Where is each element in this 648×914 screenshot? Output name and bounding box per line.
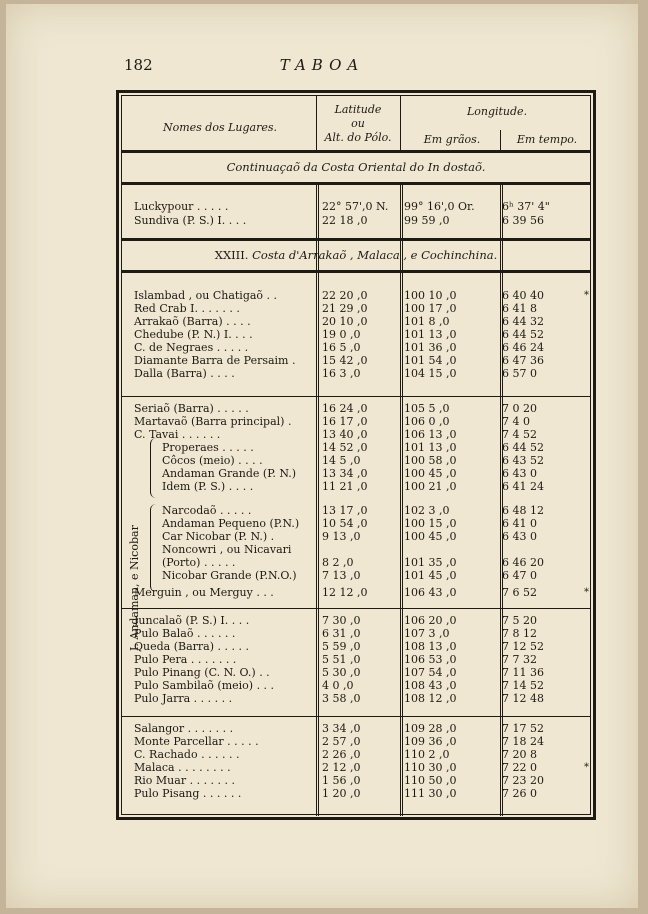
coordinates-table xyxy=(116,90,596,820)
longitude-time: 6 43 0 xyxy=(502,530,537,543)
place-name: Dalla (Barra) . . . . xyxy=(134,367,235,380)
place-name: C. de Negraes . . . . . xyxy=(134,341,249,354)
table-row xyxy=(122,761,590,774)
latitude-value: 3 34 ,0 xyxy=(322,722,361,735)
latitude-value: 2 57 ,0 xyxy=(322,735,361,748)
table-row xyxy=(122,543,590,556)
place-name: Arrakaõ (Barra) . . . . xyxy=(134,315,251,328)
longitude-time: 7 20 8 xyxy=(502,748,537,761)
latitude-value: 13 34 ,0 xyxy=(322,467,368,480)
table-row xyxy=(122,367,590,380)
section1-rule xyxy=(122,182,590,185)
longitude-time: 7 7 32 xyxy=(502,653,537,666)
table-row xyxy=(122,441,590,454)
place-name: Monte Parcellar . . . . . xyxy=(134,735,259,748)
longitude-time: 7 11 36 xyxy=(502,666,544,679)
longitude-degrees: 101 8 ,0 xyxy=(404,315,450,328)
table-row xyxy=(122,530,590,543)
section-xxiii: XXIII. Costa d'Arrakaõ , Malaca , e Cochinchina. xyxy=(214,248,498,262)
longitude-time: 7 14 52 xyxy=(502,679,544,692)
table-row xyxy=(122,614,590,627)
place-name: Seriaõ (Barra) . . . . . xyxy=(134,402,249,415)
andaman-nicobar-label: I. Andaman, e Nicobar xyxy=(128,525,141,651)
longitude-time: 6 39 56 xyxy=(502,214,544,227)
place-name: Nicobar Grande (P.N.O.) xyxy=(162,569,297,582)
latitude-value: 19 0 ,0 xyxy=(322,328,361,341)
latitude-value: 20 10 ,0 xyxy=(322,315,368,328)
place-name: Narcodaõ . . . . . xyxy=(162,504,252,517)
longitude-degrees: 109 28 ,0 xyxy=(404,722,457,735)
table-row xyxy=(122,774,590,787)
header-lon-degrees: Em grãos. xyxy=(423,133,481,146)
place-name: (Porto) . . . . . xyxy=(162,556,236,569)
longitude-degrees: 100 21 ,0 xyxy=(404,480,457,493)
longitude-degrees: 102 3 ,0 xyxy=(404,504,450,517)
table-row xyxy=(122,328,590,341)
latitude-value: 1 56 ,0 xyxy=(322,774,361,787)
latitude-value: 10 54 ,0 xyxy=(322,517,368,530)
place-name: C. Tavai . . . . . . xyxy=(134,428,221,441)
longitude-time: 6 48 12 xyxy=(502,504,544,517)
header-bottom-rule xyxy=(122,150,590,153)
header-name: Nomes dos Lugares. xyxy=(162,121,278,134)
place-name: Noncowri , ou Nicavari xyxy=(162,543,292,556)
longitude-degrees: 110 2 ,0 xyxy=(404,748,450,761)
place-name: Pulo Balaõ . . . . . . xyxy=(134,627,236,640)
longitude-degrees: 101 45 ,0 xyxy=(404,569,457,582)
table-row xyxy=(122,640,590,653)
place-name: Chedube (P. N.) I. . . . xyxy=(134,328,253,341)
longitude-degrees: 109 36 ,0 xyxy=(404,735,457,748)
place-name: Juncalaõ (P. S.) I. . . . xyxy=(134,614,250,627)
longitude-time: 6 41 0 xyxy=(502,517,537,530)
longitude-time: 7 18 24 xyxy=(502,735,544,748)
table-row xyxy=(122,586,590,599)
latitude-value: 8 2 ,0 xyxy=(322,556,354,569)
table-row xyxy=(122,517,590,530)
place-name: Malaca . . . . . . . . xyxy=(134,761,231,774)
latitude-value: 14 52 ,0 xyxy=(322,441,368,454)
longitude-degrees: 106 43 ,0 xyxy=(404,586,457,599)
place-name: Idem (P. S.) . . . . xyxy=(162,480,254,493)
place-name: Sundiva (P. S.) I. . . . xyxy=(134,214,247,227)
place-name: Pulo Pera . . . . . . . xyxy=(134,653,237,666)
table-row xyxy=(122,735,590,748)
longitude-time: 7 23 20 xyxy=(502,774,544,787)
latitude-value: 6 31 ,0 xyxy=(322,627,361,640)
longitude-time: 6 47 0 xyxy=(502,569,537,582)
latitude-value: 5 30 ,0 xyxy=(322,666,361,679)
longitude-time: 6 44 52 xyxy=(502,328,544,341)
table-row xyxy=(122,722,590,735)
longitude-time: 6 43 52 xyxy=(502,454,544,467)
longitude-time: 7 6 52 xyxy=(502,586,537,599)
longitude-degrees: 108 13 ,0 xyxy=(404,640,457,653)
longitude-time: 6 41 24 xyxy=(502,480,544,493)
latitude-value: 2 26 ,0 xyxy=(322,748,361,761)
longitude-time: 7 0 20 xyxy=(502,402,537,415)
latitude-value: 22 18 ,0 xyxy=(322,214,368,227)
longitude-degrees: 100 10 ,0 xyxy=(404,289,457,302)
place-name: Rio Muar . . . . . . . xyxy=(134,774,236,787)
longitude-time: 7 12 52 xyxy=(502,640,544,653)
longitude-time: 6 46 20 xyxy=(502,556,544,569)
latitude-value: 16 3 ,0 xyxy=(322,367,361,380)
table-row xyxy=(122,402,590,415)
note-mark: * xyxy=(584,762,589,773)
longitude-degrees: 101 13 ,0 xyxy=(404,328,457,341)
place-name: Luckypour . . . . . xyxy=(134,200,229,213)
longitude-degrees: 107 3 ,0 xyxy=(404,627,450,640)
longitude-time: 7 12 48 xyxy=(502,692,544,705)
table-row xyxy=(122,504,590,517)
latitude-value: 5 51 ,0 xyxy=(322,653,361,666)
latitude-value: 9 13 ,0 xyxy=(322,530,361,543)
longitude-time: 7 8 12 xyxy=(502,627,537,640)
longitude-time: 7 4 52 xyxy=(502,428,537,441)
longitude-time: 7 26 0 xyxy=(502,787,537,800)
place-name: Pulo Pinang (C. N. O.) . . xyxy=(134,666,270,679)
section-continuation: Continuaçaõ da Costa Oriental do In dostaõ. xyxy=(226,160,486,174)
note-mark: * xyxy=(584,587,589,598)
longitude-time: 6 43 0 xyxy=(502,467,537,480)
section2-top-rule xyxy=(122,238,590,241)
place-name: Diamante Barra de Persaim . xyxy=(134,354,296,367)
group-rule-1 xyxy=(122,396,590,397)
latitude-value: 13 40 ,0 xyxy=(322,428,368,441)
header-lon-time: Em tempo. xyxy=(516,133,578,146)
place-name: Pulo Sambilaõ (meio) . . . xyxy=(134,679,275,692)
header-lat-3: Alt. do Pólo. xyxy=(324,131,392,144)
table-row xyxy=(122,787,590,800)
place-name: Martavaõ (Barra principal) . xyxy=(134,415,292,428)
table-row xyxy=(122,214,590,227)
longitude-degrees: 111 30 ,0 xyxy=(404,787,457,800)
latitude-value: 21 29 ,0 xyxy=(322,302,368,315)
longitude-degrees: 105 5 ,0 xyxy=(404,402,450,415)
table-inner-frame xyxy=(121,95,591,815)
longitude-time: 6 40 40 xyxy=(502,289,544,302)
longitude-time: 6ʰ 37' 4" xyxy=(502,200,550,213)
longitude-degrees: 99° 16',0 Or. xyxy=(404,200,475,213)
place-name: Pulo Jarra . . . . . . xyxy=(134,692,233,705)
longitude-degrees: 100 45 ,0 xyxy=(404,530,457,543)
table-row xyxy=(122,679,590,692)
latitude-value: 14 5 ,0 xyxy=(322,454,361,467)
table-row xyxy=(122,315,590,328)
place-name: Pulo Pisang . . . . . . xyxy=(134,787,242,800)
note-mark: * xyxy=(584,290,589,301)
table-row xyxy=(122,454,590,467)
table-row xyxy=(122,627,590,640)
place-name: Queda (Barra) . . . . . xyxy=(134,640,249,653)
place-name: Properaes . . . . . xyxy=(162,441,254,454)
longitude-degrees: 100 17 ,0 xyxy=(404,302,457,315)
header-lat-1: Latitude xyxy=(334,103,382,116)
latitude-value: 5 59 ,0 xyxy=(322,640,361,653)
page-number: 182 xyxy=(124,56,153,74)
table-row xyxy=(122,302,590,315)
longitude-degrees: 106 20 ,0 xyxy=(404,614,457,627)
latitude-value: 12 12 ,0 xyxy=(322,586,368,599)
longitude-time: 6 46 24 xyxy=(502,341,544,354)
latitude-value: 16 17 ,0 xyxy=(322,415,368,428)
table-row xyxy=(122,354,590,367)
place-name: C. Rachado . . . . . . xyxy=(134,748,240,761)
longitude-degrees: 100 45 ,0 xyxy=(404,467,457,480)
running-title: TABOA xyxy=(279,56,365,74)
book-page xyxy=(6,4,638,908)
longitude-time: 7 5 20 xyxy=(502,614,537,627)
table-row xyxy=(122,666,590,679)
latitude-value: 3 58 ,0 xyxy=(322,692,361,705)
table-row xyxy=(122,556,590,569)
longitude-degrees: 106 13 ,0 xyxy=(404,428,457,441)
place-name: Andaman Pequeno (P.N.) xyxy=(162,517,300,530)
table-row xyxy=(122,428,590,441)
longitude-degrees: 107 54 ,0 xyxy=(404,666,457,679)
longitude-time: 7 22 0 xyxy=(502,761,537,774)
longitude-degrees: 106 0 ,0 xyxy=(404,415,450,428)
longitude-degrees: 106 53 ,0 xyxy=(404,653,457,666)
longitude-degrees: 110 30 ,0 xyxy=(404,761,457,774)
longitude-degrees: 101 13 ,0 xyxy=(404,441,457,454)
group-rule-2 xyxy=(122,608,590,609)
longitude-degrees: 101 35 ,0 xyxy=(404,556,457,569)
latitude-value: 7 13 ,0 xyxy=(322,569,361,582)
longitude-time: 6 44 32 xyxy=(502,315,544,328)
col-divider-name xyxy=(316,96,317,150)
latitude-value: 7 30 ,0 xyxy=(322,614,361,627)
longitude-degrees: 108 12 ,0 xyxy=(404,692,457,705)
header-longitude: Longitude. xyxy=(466,105,528,118)
latitude-value: 13 17 ,0 xyxy=(322,504,368,517)
longitude-time: 6 44 52 xyxy=(502,441,544,454)
place-name: Côcos (meio) . . . . xyxy=(162,454,263,467)
longitude-time: 6 47 36 xyxy=(502,354,544,367)
table-row xyxy=(122,692,590,705)
place-name: Islambad , ou Chatigaõ . . xyxy=(134,289,278,302)
longitude-degrees: 110 50 ,0 xyxy=(404,774,457,787)
latitude-value: 16 24 ,0 xyxy=(322,402,368,415)
longitude-degrees: 99 59 ,0 xyxy=(404,214,450,227)
longitude-degrees: 100 15 ,0 xyxy=(404,517,457,530)
latitude-value: 1 20 ,0 xyxy=(322,787,361,800)
longitude-degrees: 108 43 ,0 xyxy=(404,679,457,692)
longitude-degrees: 101 54 ,0 xyxy=(404,354,457,367)
latitude-value: 4 0 ,0 xyxy=(322,679,354,692)
table-row xyxy=(122,200,590,213)
longitude-time: 7 4 0 xyxy=(502,415,530,428)
longitude-time: 7 17 52 xyxy=(502,722,544,735)
table-row xyxy=(122,748,590,761)
table-row xyxy=(122,341,590,354)
latitude-value: 16 5 ,0 xyxy=(322,341,361,354)
table-row xyxy=(122,415,590,428)
longitude-degrees: 101 36 ,0 xyxy=(404,341,457,354)
group-rule-3 xyxy=(122,716,590,717)
place-name: Salangor . . . . . . . xyxy=(134,722,234,735)
longitude-degrees: 104 15 ,0 xyxy=(404,367,457,380)
latitude-value: 15 42 ,0 xyxy=(322,354,368,367)
place-name: Andaman Grande (P. N.) xyxy=(162,467,297,480)
table-row xyxy=(122,653,590,666)
longitude-time: 6 57 0 xyxy=(502,367,537,380)
col-divider-lon xyxy=(500,130,501,150)
longitude-time: 6 41 8 xyxy=(502,302,537,315)
longitude-degrees: 100 58 ,0 xyxy=(404,454,457,467)
table-row xyxy=(122,569,590,582)
section2-bottom-rule xyxy=(122,270,590,273)
latitude-value: 11 21 ,0 xyxy=(322,480,368,493)
latitude-value: 2 12 ,0 xyxy=(322,761,361,774)
place-name: Car Nicobar (P. N.) . xyxy=(162,530,275,543)
header-lat-2: ou xyxy=(351,117,365,130)
table-row xyxy=(122,467,590,480)
place-name: Red Crab I. . . . . . . xyxy=(134,302,240,315)
table-row xyxy=(122,289,590,302)
latitude-value: 22° 57',0 N. xyxy=(322,200,389,213)
col-divider-lat xyxy=(400,96,401,150)
place-name: Merguin , ou Merguy . . . xyxy=(134,586,274,599)
table-row xyxy=(122,480,590,493)
latitude-value: 22 20 ,0 xyxy=(322,289,368,302)
